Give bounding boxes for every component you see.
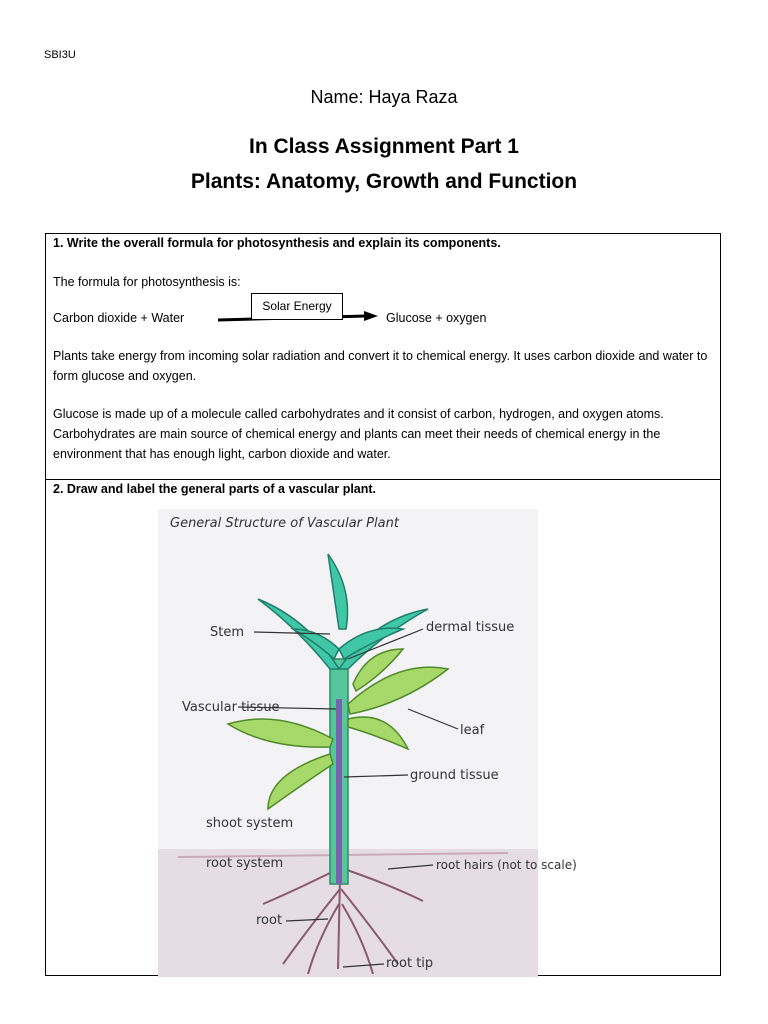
formula-intro: The formula for photosynthesis is: bbox=[53, 275, 241, 289]
vascular-plant-drawing bbox=[158, 509, 577, 977]
question-1-box bbox=[45, 233, 721, 480]
question-2-prompt: 2. Draw and label the general parts of a vascular plant. bbox=[53, 482, 377, 496]
label-root-hairs: root hairs (not to scale) bbox=[436, 858, 577, 872]
paragraph-energy: Plants take energy from incoming solar radiation and convert it to chemical energy. It uses carbon dioxide and water to form glucose and oxygen. bbox=[53, 349, 708, 383]
question-1-prompt: 1. Write the overall formula for photosynthesis and explain its components. bbox=[53, 236, 501, 250]
formula-products: Glucose + oxygen bbox=[386, 311, 487, 325]
formula-reactants: Carbon dioxide + Water bbox=[53, 311, 185, 325]
question-2-box bbox=[45, 479, 721, 976]
label-ground-tissue: ground tissue bbox=[410, 768, 499, 783]
paragraph-glucose: Glucose is made up of a molecule called carbohydrates and it consist of carbon, hydrogen, and oxygen atoms. Carbohydrates are main source of chemical energy and plants can meet their needs of chemical energy in the environment that has enough light, carbon dioxide and water. bbox=[53, 407, 664, 461]
label-vascular-tissue: Vascular tissue bbox=[182, 700, 280, 715]
drawing-title: General Structure of Vascular Plant bbox=[170, 516, 399, 531]
label-root: root bbox=[256, 913, 283, 928]
label-dermal-tissue: dermal tissue bbox=[426, 620, 515, 635]
student-name: Name: Haya Raza bbox=[310, 87, 458, 107]
solar-energy-box: Solar Energy bbox=[251, 293, 343, 320]
course-code: SBI3U bbox=[44, 49, 76, 61]
label-root-system: root system bbox=[206, 856, 284, 871]
assignment-subtitle: Plants: Anatomy, Growth and Function bbox=[190, 170, 578, 193]
label-shoot-system: shoot system bbox=[206, 816, 294, 831]
label-leaf: leaf bbox=[460, 723, 485, 738]
label-stem: Stem bbox=[210, 625, 245, 640]
assignment-title: In Class Assignment Part 1 bbox=[249, 135, 519, 158]
label-root-tip: root tip bbox=[386, 956, 434, 971]
